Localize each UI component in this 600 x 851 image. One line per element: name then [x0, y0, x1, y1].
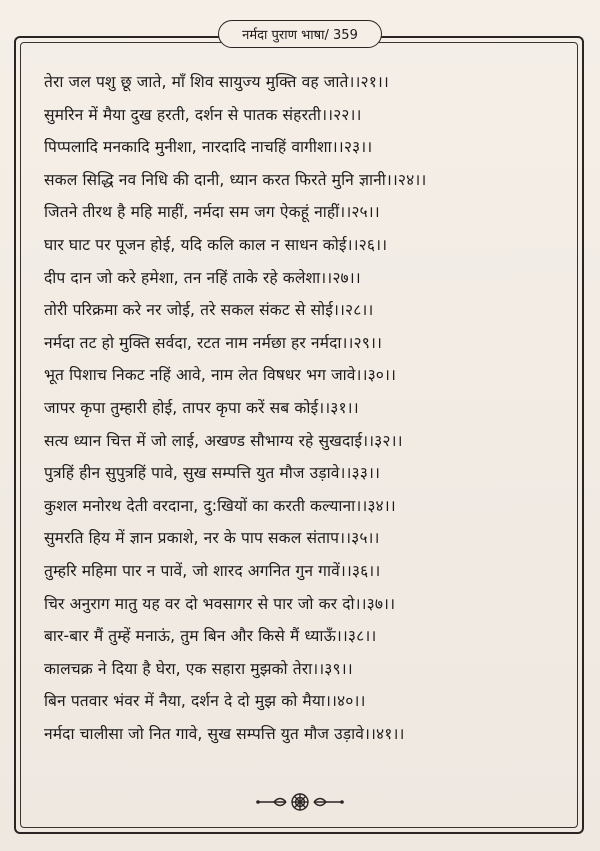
verse-line: पिप्पलादि मनकादि मुनीशा, नारदादि नाचहिं वागीशा।।२३।।: [44, 138, 373, 157]
verse-line: पुत्रहिं हीन सुपुत्रहिं पावे, सुख सम्पत्ति युत मौज उड़ावे।।३३।।: [44, 464, 380, 483]
verse-line: घार घाट पर पूजन होई, यदि कलि काल न साधन कोई।।२६।।: [44, 235, 388, 254]
verse-line: चिर अनुराग मातु यह वर दो भवसागर से पार जो कर दो।।३७।।: [44, 594, 396, 613]
verse-line: सकल सिद्धि नव निधि की दानी, ध्यान करत फिरते मुनि ज्ञानी।।२४।।: [44, 170, 427, 189]
running-header: [218, 20, 382, 48]
verse-line: सुमरति हिय में ज्ञान प्रकाशे, नर के पाप सकल संताप।।३५।।: [44, 529, 380, 548]
page-title: नर्मदा पुराण भाषा/ 359: [242, 28, 358, 43]
verse-line: नर्मदा तट हो मुक्ति सर्वदा, रटत नाम नर्मछा हर नर्मदा।।२९।।: [44, 333, 382, 352]
verse-line: तुम्हरि महिमा पार न पावें, जो शारद अगनित गुन गावें।।३६।।: [44, 561, 381, 580]
verse-line: दीप दान जो करे हमेशा, तन नहिं ताके रहे कलेशा।।२७।।: [44, 268, 361, 287]
verse-line: बार-बार मैं तुम्हें मनाऊं, तुम बिन और किसे मैं ध्याऊँ।।३८।।: [44, 627, 377, 646]
verse-line: सत्य ध्यान चित्त में जो लाई, अखण्ड सौभाग्य रहे सुखदाई।।३२।।: [44, 431, 403, 450]
verse-line: कालचक्र ने दिया है घेरा, एक सहारा मुझको तेरा।।३९।।: [44, 659, 353, 678]
verse-line: तोरी परिक्रमा करे नर जोई, तरे सकल संकट से सोई।।२८।।: [44, 301, 374, 320]
verse-line: बिन पतवार भंवर में नैया, दर्शन दे दो मुझ को मैया।।४०।।: [44, 692, 366, 711]
verse-line: भूत पिशाच निकट नहिं आवे, नाम लेत विषधर भग जावे।।३०।।: [44, 366, 397, 385]
ornament-icon: [250, 790, 350, 814]
verse-line: कुशल मनोरथ देती वरदाना, दु:खियों का करती कल्याना।।३४।।: [44, 496, 396, 515]
verse-line: जापर कृपा तुम्हारी होई, तापर कृपा करें सब कोई।।३१।।: [44, 398, 359, 417]
verse-line: तेरा जल पशु छू जाते, माँ शिव सायुज्य मुक्ति वह जाते।।२१।।: [44, 73, 389, 91]
verse-list: [44, 66, 564, 750]
verse-line: जितने तीरथ है महि माहीं, नर्मदा सम जग ऐकहूं नाहीं।।२५।।: [44, 203, 380, 222]
verse-line: नर्मदा चालीसा जो नित गावे, सुख सम्पत्ति युत मौज उड़ावे।।४१।।: [44, 724, 405, 743]
verse-line: सुमरिन में मैया दुख हरती, दर्शन से पातक संहरती।।२२।।: [44, 105, 362, 124]
